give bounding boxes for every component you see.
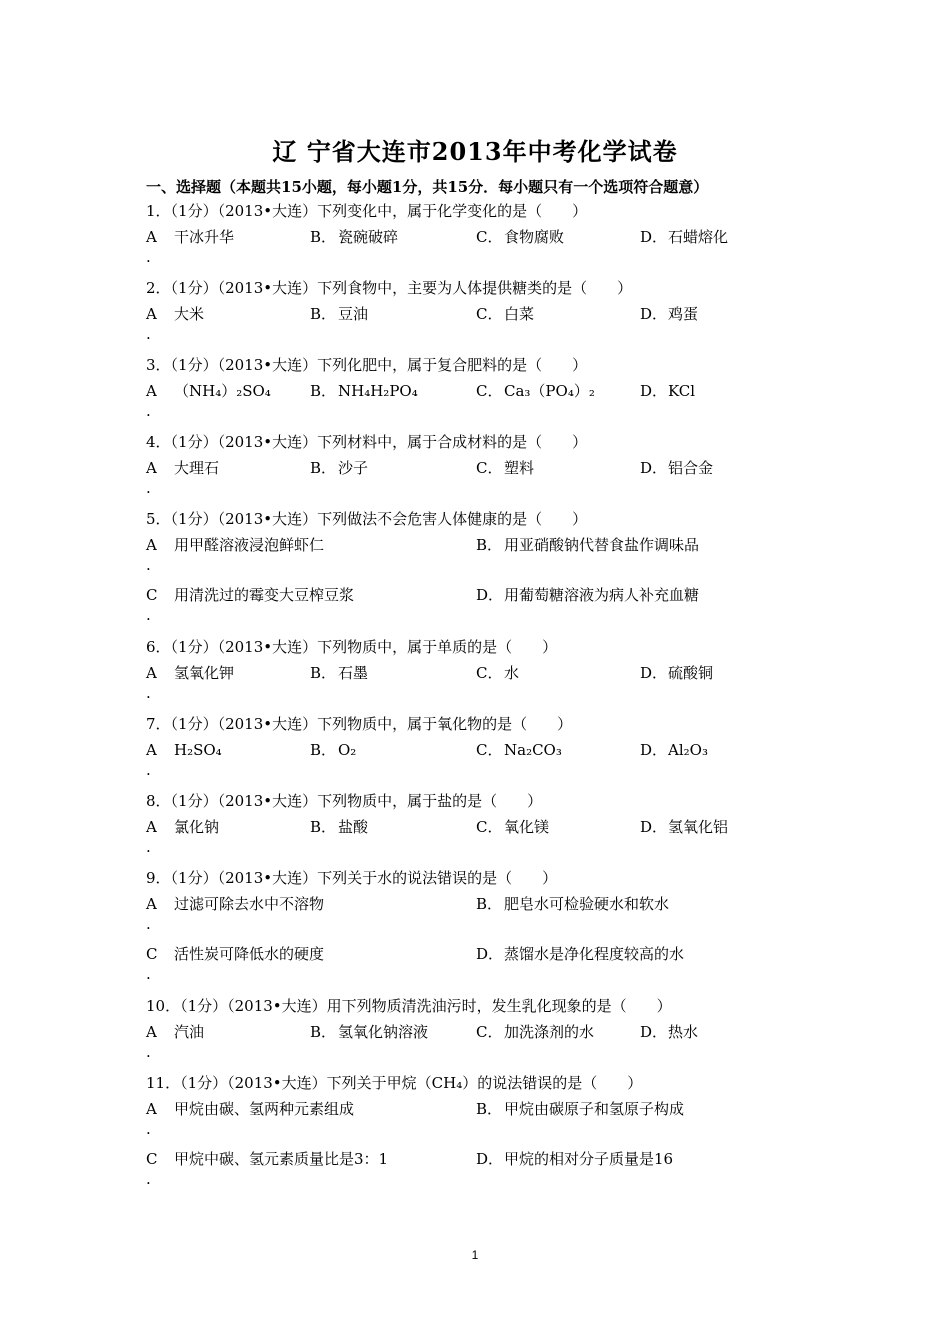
option-b: B． 用亚硝酸钠代替食盐作调味品 [476,536,700,554]
option-c: C 用清洗过的霉变大豆榨豆浆 [146,586,355,604]
question-2 [146,275,826,351]
option-b: B． 瓷碗破碎 [310,228,399,246]
options-row [146,1019,826,1045]
option-d: D．铝合金 [640,459,714,477]
row-dot: . [146,915,151,933]
question-3 [146,352,826,428]
option-a: A 甲烷由碳、氢两种元素组成 [146,1100,355,1118]
row-dot: . [146,479,151,497]
option-b: B． 石墨 [310,664,369,682]
options-row [146,1146,826,1172]
question-10 [146,993,826,1069]
option-c: C． Na₂CO₃ [476,741,562,759]
options-row [146,660,826,686]
option-c: C． 食物腐败 [476,228,565,246]
options-row [146,378,826,404]
options-row [146,941,826,967]
page-number: 1 [471,1248,479,1262]
option-d: D．蒸馏水是净化程度较高的水 [476,945,685,963]
question-8 [146,788,826,864]
option-a: A 过滤可除去水中不溶物 [146,895,325,913]
row-dot: . [146,838,151,856]
row-dot: . [146,248,151,266]
option-b: B． 豆油 [310,305,369,323]
row-dot: . [146,684,151,702]
option-b: B． 沙子 [310,459,369,477]
option-c: C． 加洗涤剂的水 [476,1023,595,1041]
option-a: A 干冰升华 [146,228,235,246]
question-stem: 7．（1分）（2013•大连）下列物质中，属于氧化物的是（ ） [146,715,573,733]
option-b: B． 盐酸 [310,818,369,836]
option-a: A （NH₄）₂SO₄ [146,382,271,400]
question-stem: 2．（1分）（2013•大连）下列食物中，主要为人体提供糖类的是（ ） [146,279,633,297]
options-row [146,891,826,917]
option-c: C 活性炭可降低水的硬度 [146,945,325,963]
question-1 [146,198,826,274]
option-c: C． Ca₃（PO₄）₂ [476,382,595,400]
section-heading: 一、选择题（本题共15小题，每小题1分，共15分．每小题只有一个选项符合题意） [146,178,709,196]
row-dot: . [146,325,151,343]
row-dot: . [146,606,151,624]
option-a: A 用甲醛溶液浸泡鲜虾仁 [146,536,325,554]
option-c: C． 白菜 [476,305,535,323]
question-6 [146,634,826,710]
option-d: D．用葡萄糖溶液为病人补充血糖 [476,586,700,604]
question-stem: 1．（1分）（2013•大连）下列变化中，属于化学变化的是（ ） [146,202,588,220]
option-c: C． 塑料 [476,459,535,477]
option-a: A 汽油 [146,1023,205,1041]
question-9 [146,865,826,991]
options-row [146,582,826,608]
question-stem: 9．（1分）（2013•大连）下列关于水的说法错误的是（ ） [146,869,558,887]
row-dot: . [146,1170,151,1188]
option-a: A 氯化钠 [146,818,220,836]
options-row [146,737,826,763]
row-dot: . [146,402,151,420]
option-d: D．KCl [640,382,696,400]
option-a: A 大理石 [146,459,220,477]
question-stem: 11．（1分）（2013•大连）下列关于甲烷（CH₄）的说法错误的是（ ） [146,1074,643,1092]
option-a: A 氢氧化钾 [146,664,235,682]
question-stem: 5．（1分）（2013•大连）下列做法不会危害人体健康的是（ ） [146,510,588,528]
option-d: D．Al₂O₃ [640,741,708,759]
option-d: D．热水 [640,1023,699,1041]
question-stem: 3．（1分）（2013•大连）下列化肥中，属于复合肥料的是（ ） [146,356,588,374]
options-row [146,301,826,327]
option-d: D．硫酸铜 [640,664,714,682]
option-d: D．甲烷的相对分子质量是16 [476,1150,674,1168]
row-dot: . [146,761,151,779]
option-b: B． NH₄H₂PO₄ [310,382,418,400]
question-11 [146,1070,826,1196]
question-stem: 8．（1分）（2013•大连）下列物质中，属于盐的是（ ） [146,792,543,810]
options-row [146,814,826,840]
page-title: 辽 宁省大连市2013年中考化学试卷 [272,137,678,166]
option-b: B． 甲烷由碳原子和氢原子构成 [476,1100,685,1118]
option-a: A H₂SO₄ [146,741,222,759]
question-stem: 6．（1分）（2013•大连）下列物质中，属于单质的是（ ） [146,638,558,656]
question-5 [146,506,826,632]
options-row [146,224,826,250]
option-b: B． 肥皂水可检验硬水和软水 [476,895,670,913]
options-row [146,1096,826,1122]
row-dot: . [146,965,151,983]
option-a: A 大米 [146,305,205,323]
option-d: D．石蜡熔化 [640,228,729,246]
row-dot: . [146,1120,151,1138]
question-7 [146,711,826,787]
options-row [146,455,826,481]
question-stem: 10．（1分）（2013•大连）用下列物质清洗油污时，发生乳化现象的是（ ） [146,997,672,1015]
option-b: B． O₂ [310,741,357,759]
option-c: C． 水 [476,664,520,682]
option-d: D．氢氧化铝 [640,818,729,836]
option-b: B． 氢氧化钠溶液 [310,1023,429,1041]
options-row [146,532,826,558]
option-c: C 甲烷中碳、氢元素质量比是3：1 [146,1150,389,1168]
question-4 [146,429,826,505]
row-dot: . [146,1043,151,1061]
option-c: C． 氧化镁 [476,818,550,836]
option-d: D．鸡蛋 [640,305,699,323]
row-dot: . [146,556,151,574]
question-stem: 4．（1分）（2013•大连）下列材料中，属于合成材料的是（ ） [146,433,588,451]
